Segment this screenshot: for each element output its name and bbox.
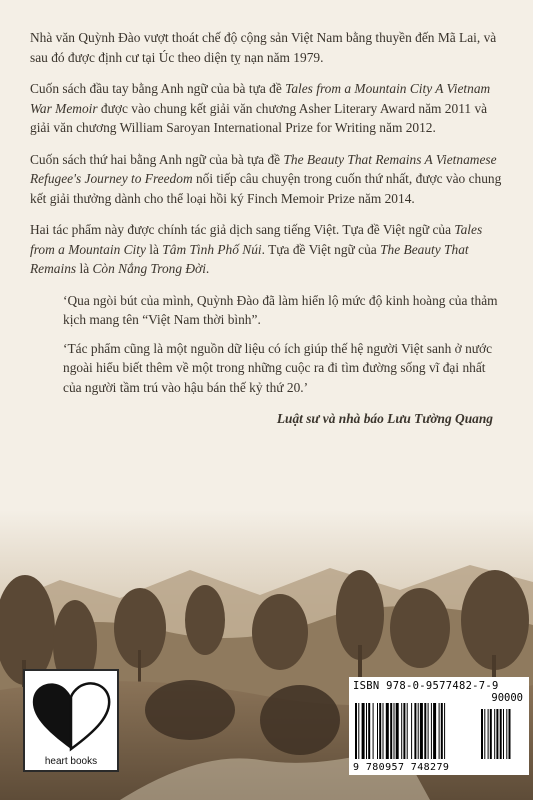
book-title-first: Tales from a Mountain City A Vietnam War Memoir <box>30 81 491 116</box>
isbn-number: ISBN 978-0-9577482-7-9 <box>353 680 499 692</box>
heart-icon <box>25 675 117 755</box>
barcode-bars <box>353 703 525 763</box>
paragraph-bio: Nhà văn Quỳnh Đào vượt thoát chế độ cộng sản Việt Nam bằng thuyền đến Mã Lai, và sau đó được định cư tại Úc theo diện tỵ nạn năm 1979. <box>30 30 497 65</box>
paragraph-second-book: Cuốn sách thứ hai bằng Anh ngữ của bà tựa đề The Beauty That Remains A Vietnamese Refugee's Journey to Freedom nối tiếp câu chuyện trong cuốn thứ nhất, được vào chung kết giải thưởng dành cho thể loại hồi ký Finch Memoir Prize năm 2014. <box>30 151 502 206</box>
quote-first: ‘Qua ngòi bút của mình, Quỳnh Đào đã làm hiển lộ mức độ kinh hoàng của thảm kịch mang tên “Việt Nam thời bình”. <box>63 292 498 327</box>
price-code: 90000 <box>491 692 523 704</box>
blurb-text <box>30 28 505 429</box>
publisher-name: heart books <box>44 756 98 767</box>
paragraph-first-book: Cuốn sách đầu tay bằng Anh ngữ của bà tựa đề Tales from a Mountain City A Vietnam War Memoir được vào chung kết giải văn chương Asher Literary Award năm 2011 và giải văn chương William Saroyan International Prize for Writing năm 2012. <box>30 81 491 135</box>
book-title-second: The Beauty That Remains A Vietnamese Refugee's Journey to Freedom <box>30 151 497 186</box>
barcode-digits: 9 780957 748279 <box>353 762 450 773</box>
quote-second: ‘Tác phẩm cũng là một nguồn dữ liệu có ích giúp thế hệ người Việt sanh ở nước ngoài hiểu biết thêm về một trong những cuộc ra đi tìm đường sống vĩ đại nhất của người tầm trú vào hậu bán thế kỷ thứ 20.’ <box>63 340 493 395</box>
paragraph-translations: Hai tác phẩm này được chính tác giả dịch sang tiếng Việt. Tựa đề Việt ngữ của Tales from a Mountain City là Tâm Tình Phố Núi. Tựa đề Việt ngữ của The Beauty That Remains là Còn Nắng Trong Đời. <box>30 222 483 276</box>
review-quote <box>63 291 505 429</box>
publisher-logo <box>23 669 119 772</box>
quote-attribution: Luật sư và nhà báo Lưu Tường Quang <box>276 411 493 426</box>
isbn-barcode <box>349 677 529 775</box>
